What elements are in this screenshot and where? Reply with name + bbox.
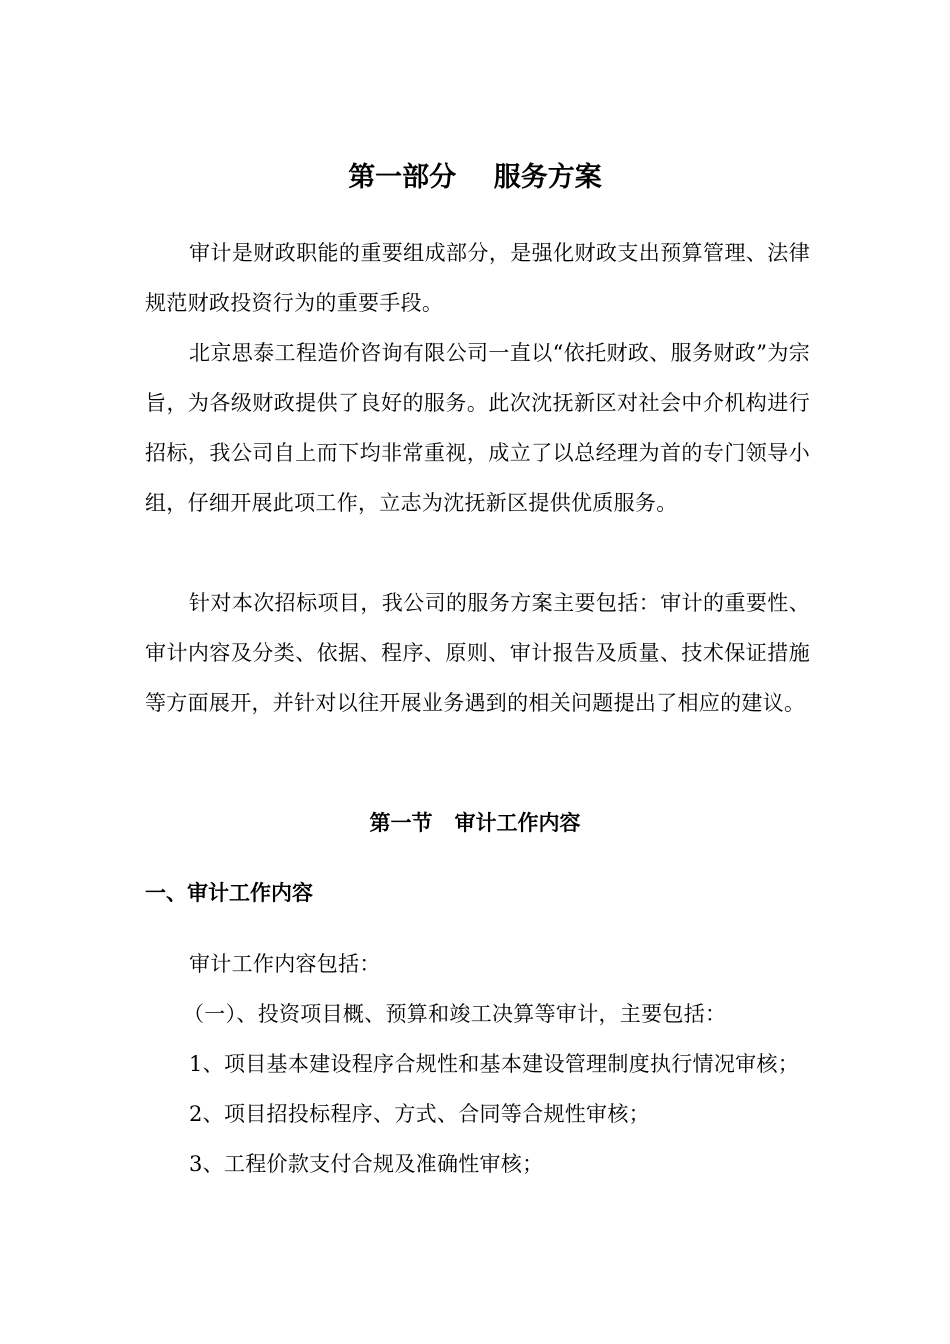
paragraph-audit-importance: 审计是财政职能的重要组成部分，是强化财政支出预算管理、法律规范财政投资行为的重要手段。	[145, 241, 810, 315]
section-title: 第一节 审计工作内容	[369, 811, 581, 835]
paragraph-service-plan-scope: 针对本次招标项目，我公司的服务方案主要包括：审计的重要性、审计内容及分类、依据、程序、原则、审计报告及质量、技术保证措施等方面展开，并针对以往开展业务遇到的相关问题提出了相应的建议。	[145, 591, 810, 715]
part-title: 第一部分 服务方案	[348, 162, 602, 193]
list-item: 1、项目基本建设程序合规性和基本建设管理制度执行情况审核；	[189, 1052, 800, 1076]
subsection-title: （一）、投资项目概、预算和竣工决算等审计，主要包括：	[183, 1002, 727, 1026]
audit-content-intro: 审计工作内容包括：	[189, 952, 381, 976]
heading-audit-content: 一、审计工作内容	[145, 881, 313, 905]
list-item: 3、工程价款支付合规及准确性审核；	[189, 1152, 544, 1176]
paragraph-company-intro: 北京思泰工程造价咨询有限公司一直以“依托财政、服务财政”为宗旨，为各级财政提供了良好的服务。此次沈抚新区对社会中介机构进行招标，我公司自上而下均非常重视，成立了以总经理为首的专门领导小组，仔细开展此项工作，立志为沈抚新区提供优质服务。	[145, 341, 810, 515]
list-item: 2、项目招投标程序、方式、合同等合规性审核；	[189, 1102, 650, 1126]
